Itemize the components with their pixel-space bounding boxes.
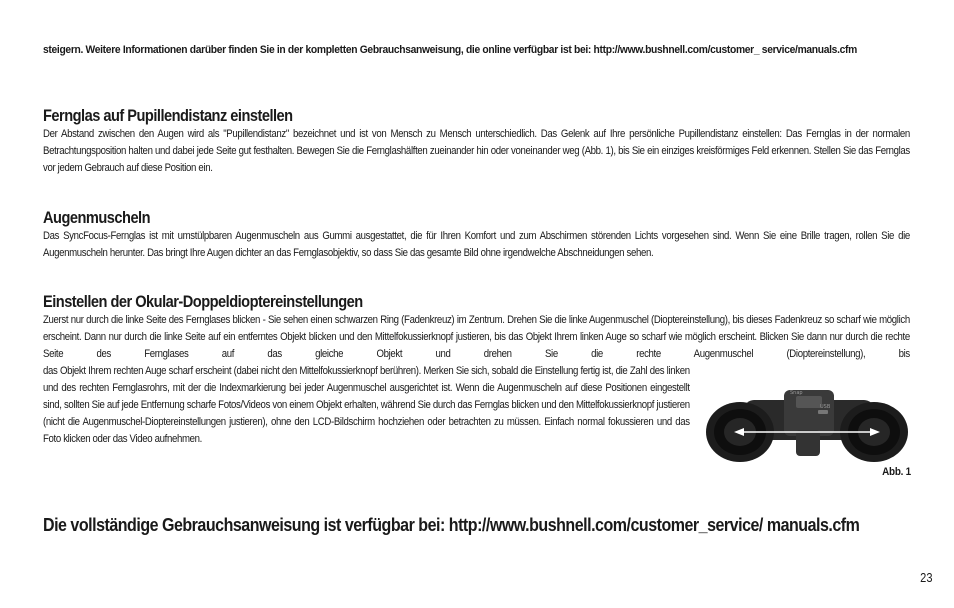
svg-text:Snap: Snap (790, 390, 803, 396)
section-title: Einstellen der Okular-Doppeldioptereinstellungen (43, 292, 363, 311)
section-eyecups (43, 208, 911, 262)
section-title: Fernglas auf Pupillendistanz einstellen (43, 106, 293, 125)
binocular-figure (704, 386, 912, 482)
section-body-top: Zuerst nur durch die linke Seite des Fernglases blicken - Sie sehen einen schwarzen Ring (Fadenkreuz) im Zentrum. Drehen Sie die linke Augenmuschel (Dioptereinstellung), bis dieses Fadenkreuz so scharf wie möglich erscheint. Dann nur durch die linke Seite auf ein entferntes Objekt blicken und den Mittelfokussierknopf justieren, bis das Objekt Ihrem linken Auge so scharf wie möglich erscheint. Blicken Sie dann nur durch die rechte Seite des Fernglases auf das gleiche Objekt und drehen Sie die rechte Augenmuschel (Dioptereinstellung), bis (43, 314, 910, 360)
section-body: Das SyncFocus-Fernglas ist mit umstülpbaren Augenmuscheln aus Gummi ausgestattet, die für Ihren Komfort und zum Abschirmen störenden Lichts vorgesehen sind. Wenn Sie eine Brille tragen, rollen Sie die Augenmuscheln herunter. Das bringt Ihre Augen dichter an das Fernglasobjektiv, so dass Sie das gesamte Bild ohne irgendwelche Abschneidungen sehen. (43, 230, 910, 259)
page-number: 23 (919, 570, 932, 585)
figure-caption: Abb. 1 (882, 466, 911, 478)
binocular-image (704, 386, 912, 482)
manual-link-heading: Die vollständige Gebrauchsanweisung ist verfügbar bei: http://www.bushnell.com/customer_service/ manuals.cfm (43, 514, 860, 535)
section-body: Der Abstand zwischen den Augen wird als "Pupillendistanz" bezeichnet und ist von Mensch zu Mensch unterschiedlich. Das Gelenk auf Ihre persönliche Pupillendistanz einstellen: Das Fernglas in der normalen Betrachtungsposition halten und dabei jede Seite gut festhalten. Bewegen Sie die Fernglashälften zueinander hin oder voneinander weg (Abb. 1), bis Sie ein einziges kreisförmiges Feld erkennen. Stellen Sie das Fernglas vor jedem Gebrauch auf diese Position ein. (43, 128, 910, 174)
section-body-wrapped: das Objekt Ihrem rechten Auge scharf erscheint (dabei nicht den Mittelfokussierknopf berühren). Merken Sie sich, sobald die Einstellung fertig ist, die Zahl des linken und des rechten Fernglasrohrs, mit der die Indexmarkierung bei jeder Augenmuschel ausgerichtet ist. Wenn die Augenmuscheln auf diese Positionen eingestellt sind, sollten Sie auf jede Entfernung scharfe Fotos/Videos von einem Objekt erhalten, während Sie durch das Fernglas blicken und den Mittelfokussierknopf justieren (nicht die Augenmuschel-Dioptereinstellungen justieren), ohne den LCD-Bildschirm hochziehen oder betrachten zu müssen. Einfach normal fokussieren und das Foto klicken oder das Video aufnehmen. (43, 365, 690, 445)
intro-paragraph: steigern. Weitere Informationen darüber finden Sie in der kompletten Gebrauchsanweisung, die online verfügbar ist bei: http://www.bushnell.com/customer_ service/manuals.cfm (43, 44, 857, 56)
section-title: Augenmuscheln (43, 208, 151, 227)
section-pupil-distance (43, 106, 911, 177)
svg-text:USB: USB (820, 404, 831, 410)
